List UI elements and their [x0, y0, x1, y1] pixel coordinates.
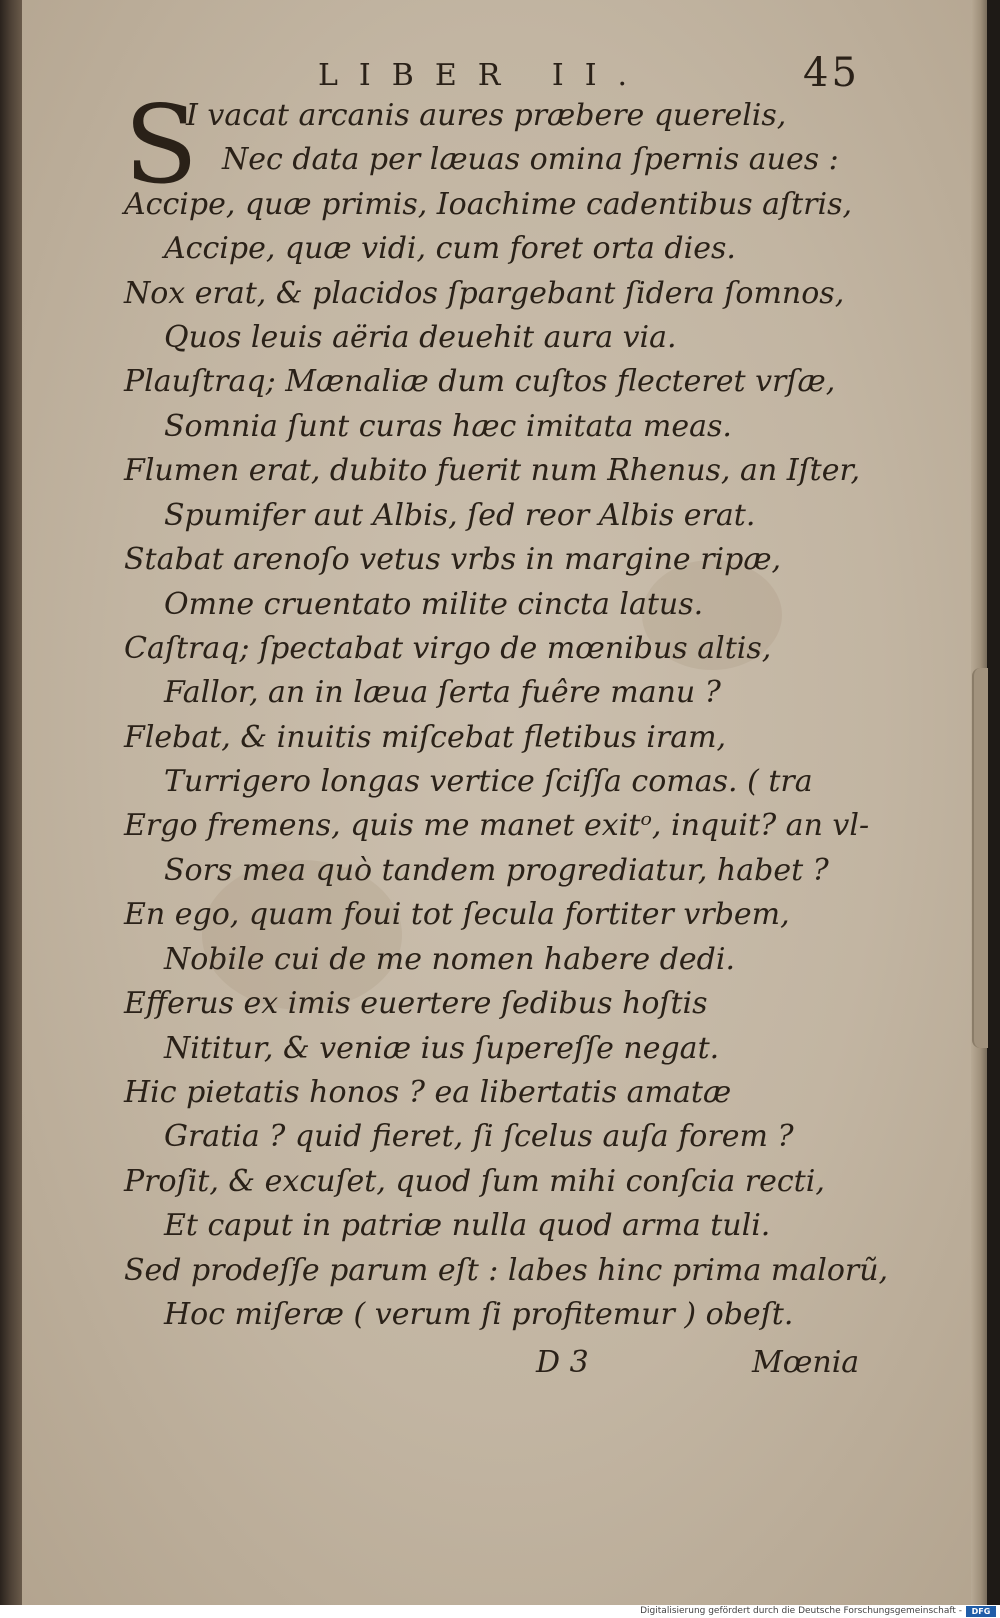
verse-line: Nec data per læuas omina ſpernis aues : — [222, 142, 839, 177]
verse-line: Proſit, & excuſet, quod ſum mihi conſcia recti, — [124, 1164, 825, 1199]
verse-line: Ergo fremens, quis me manet exitᵒ, inquit? an vl- — [124, 808, 870, 843]
verse-line: Somnia ſunt curas hæc imitata meas. — [164, 409, 732, 444]
catchword: Mœnia — [752, 1345, 860, 1380]
verse-line: Efferus ex imis euertere ſedibus hoſtis — [124, 986, 708, 1021]
running-head: LIBER II. — [318, 58, 649, 93]
verse-line: Nox erat, & placidos ſpargebant ſidera ſomnos, — [124, 276, 845, 311]
digitization-credit: Digitalisierung gefördert durch die Deutsche Forschungsgemeinschaft - — [640, 1606, 962, 1616]
verse-line: Et caput in patriæ nulla quod arma tuli. — [164, 1208, 771, 1243]
verse-line: Sed prodeſſe parum eſt : labes hinc prima malorũ, — [124, 1253, 889, 1288]
verse-line: Turrigero longas vertice ſciſſa comas. ( tra — [164, 764, 813, 799]
dfg-logo-icon: DFG — [966, 1606, 996, 1617]
verse-line: Flebat, & inuitis miſcebat fletibus iram, — [124, 720, 727, 755]
page-number: 45 — [803, 50, 860, 96]
verse-line: Accipe, quæ vidi, cum foret orta dies. — [164, 231, 736, 266]
verse-line: Hoc miſeræ ( verum ſi profitemur ) obeſt. — [164, 1297, 794, 1332]
signature-mark: D 3 — [536, 1345, 589, 1380]
verse-line: Accipe, quæ primis, Ioachime cadentibus aſtris, — [124, 187, 853, 222]
verse-line: Stabat arenoſo vetus vrbs in margine ripæ, — [124, 542, 782, 577]
book-spine — [0, 0, 22, 1605]
verse-line: Fallor, an in læua ſerta fuêre manu ? — [164, 675, 721, 710]
verse-line: Gratia ? quid fieret, ſi ſcelus auſa forem ? — [164, 1119, 794, 1154]
page-tab — [972, 668, 988, 1048]
verse-line: Nobile cui de me nomen habere dedi. — [164, 942, 736, 977]
verse-line: Sors mea quò tandem progrediatur, habet ? — [164, 853, 829, 888]
verse-line: En ego, quam foui tot ſecula fortiter vrbem, — [124, 897, 790, 932]
digitization-footer — [0, 1605, 1000, 1618]
verse-line: Caſtraq; ſpectabat virgo de mœnibus altis, — [124, 631, 772, 666]
verse-line: Nititur, & veniæ ius ſupereſſe negat. — [164, 1031, 720, 1066]
verse-line: Spumifer aut Albis, ſed reor Albis erat. — [164, 498, 756, 533]
verse-line: I vacat arcanis aures præbere querelis, — [186, 98, 787, 133]
verse-line: Plauſtraq; Mænaliæ dum cuſtos flecteret vrſæ, — [124, 364, 836, 399]
drop-cap: S — [124, 83, 198, 208]
verse-line: Omne cruentato milite cincta latus. — [164, 587, 704, 622]
verse-line: Hic pietatis honos ? ea libertatis amatæ — [124, 1075, 732, 1110]
verse-line: Flumen erat, dubito fuerit num Rhenus, an Iſter, — [124, 453, 861, 488]
verse-line: Quos leuis aëria deuehit aura via. — [164, 320, 677, 355]
